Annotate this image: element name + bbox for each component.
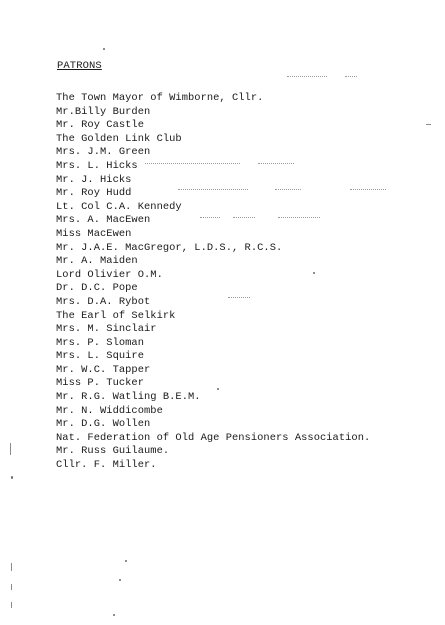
list-item: Mrs. M. Sinclair [56,323,157,336]
scan-speck [119,579,121,581]
page-title: PATRONS [57,60,102,72]
patron-list [56,92,370,473]
margin-mark [11,602,12,608]
list-item: Mr. J. Hicks [56,173,132,186]
list-item: Mrs. D.A. Rybot [56,295,151,308]
list-item: Mr. Russ Guilaume. [56,445,170,458]
list-item: Dr. D.C. Pope [56,282,138,295]
list-item: Lord Olivier O.M. [56,268,163,281]
list-item: Mr. Roy Hudd [56,187,132,200]
list-item: Mr. W.C. Tapper [56,363,151,376]
scan-speck [103,48,105,50]
list-item: The Town Mayor of Wimborne, Cllr. [56,92,264,104]
list-item: Cllr. F. Miller. [56,459,157,472]
scan-speck [125,560,127,562]
list-item: Mrs. L. Squire [56,350,144,363]
list-item: Mr. Roy Castle [56,119,144,132]
list-item: Lt. Col C.A. Kennedy [56,200,182,213]
list-item: Mr. R.G. Watling B.E.M. [56,391,201,404]
list-item: The Golden Link Club [56,132,182,145]
list-item: Mr. N. Widdicombe [56,404,163,417]
list-item: Mr. J.A.E. MacGregor, L.D.S., R.C.S. [56,241,283,254]
scan-dots [345,76,357,78]
scan-dots [287,76,327,78]
margin-mark [11,563,12,571]
list-item: Mrs. J.M. Green [56,146,151,159]
list-item: Miss MacEwen [56,227,132,240]
list-item: Mr.Billy Burden [56,105,151,118]
margin-mark [11,584,12,590]
list-item: Mrs. P. Sloman [56,336,144,349]
list-item: Miss P. Tucker [56,377,144,390]
scan-speck [113,614,115,616]
list-item: Mrs. L. Hicks [56,159,138,172]
list-item: Nat. Federation of Old Age Pensioners Association. [56,431,371,444]
scan-speck [11,476,13,479]
list-item: Mr. D.G. Wollen [56,418,151,431]
list-item: Mrs. A. MacEwen [56,214,151,227]
list-item: Mr. A. Maiden [56,255,138,268]
list-item: The Earl of Selkirk [56,309,176,322]
margin-mark [10,443,11,455]
margin-mark [426,124,431,125]
